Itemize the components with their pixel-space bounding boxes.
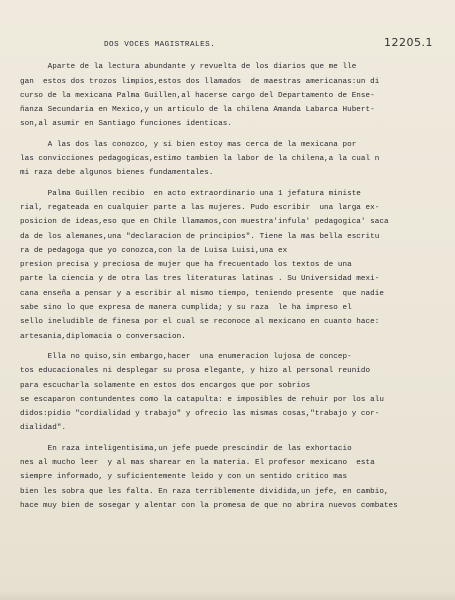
text-line: didos:pidio "cordialidad y trabajo" y ofrecio las mismas cosas,"trabajo y cor-: [20, 410, 380, 419]
text-line: bien les sobra que les falta. En raza terriblemente dividida,un jefe, en cambio,: [20, 487, 389, 496]
text-line: sello ineludible de finesa por el cual se reconoce al mexicano en cuanto hace:: [20, 318, 380, 327]
text-line: gan estos dos trozos limpios,estos dos llamados de maestras americanas:un di: [20, 77, 380, 86]
text-line: Palma Guillen recibio en acto extraordinario una 1 jefatura ministe: [20, 189, 361, 198]
text-line: se escaparon contundentes como la catapulta: e imposibles de rehuir por los alu: [20, 395, 384, 404]
text-line: siempre informado, y suficientemente leido y con un sentido critico mas: [20, 473, 348, 482]
text-line: nes al mucho leer y al mas sharear en la materia. El profesor mexicano esta: [20, 459, 375, 468]
document-body: [20, 38, 440, 513]
text-line: presion precisa y preciosa de mujer que ha frecuentado los textos de una: [20, 261, 352, 270]
text-line: ra de pedagoga que yo conozca,con la de Luisa Luisi,una ex: [20, 246, 288, 255]
text-line: Ella no quiso,sin embargo,hacer una enumeracion lujosa de concep-: [20, 352, 352, 361]
text-line: curso de la mexicana Palma Guillen,al hacerse cargo del Departamento de Ense-: [20, 91, 375, 100]
document-title: DOS VOCES MAGISTRALES.: [104, 41, 216, 49]
text-line: mi raza debe algunos bienes fundamentales.: [20, 169, 214, 178]
text-line: dialidad".: [20, 424, 67, 433]
text-line: las convicciones pedagogicas,estimo tambien la labor de la chilena,a la cual n: [20, 155, 380, 164]
text-line: En raza inteligentisima,un jefe puede prescindir de las exhortacio: [20, 444, 352, 453]
text-line: da de los alemanes,una "declaracion de principios". Tiene la mas bella escritu: [20, 232, 380, 241]
text-line: posicion de ideas,eso que en Chile llamamos,con muestra'infula' pedagogica' saca: [20, 218, 389, 227]
text-line: artesania,diplomacia o conversacion.: [20, 332, 186, 341]
text-line: hace muy bien de sosegar y alentar con la promesa de que no abrira nuevos combates: [20, 501, 398, 510]
text-line: cana enseña a pensar y a escribir al mismo tiempo, teniendo presente que nadie: [20, 289, 384, 298]
page-edge-shadow: [0, 590, 455, 600]
text-line: Aparte de la lectura abundante y revuelta de los diarios que me lle: [20, 63, 357, 72]
text-line: sabe sino lo que expresa de manera cumplida; y su raza le ha impreso el: [20, 304, 352, 313]
text-line: rial, regateada en cualquier parte a las mujeres. Pudo escribir una larga ex-: [20, 203, 380, 212]
text-line: para escucharla solamente en estos dos encargos que por sobrios: [20, 381, 311, 390]
archive-number: 12205.1: [384, 36, 433, 49]
text-line: ñanza Secundaria en Mexico,y un articulo de la chilena Amanda Labarca Hubert-: [20, 106, 375, 115]
text-line: A las dos las conozco, y si bien estoy mas cerca de la mexicana por: [20, 140, 357, 149]
text-line: tos educacionales ni desplegar su prosa elegante, y hizo al personal reunido: [20, 367, 371, 376]
document-lines: [20, 60, 440, 513]
text-line: parte la ciencia y de otra las tres literaturas latinas . Su Universidad mexi-: [20, 275, 380, 284]
text-line: son,al asumir en Santiago funciones identicas.: [20, 120, 232, 129]
